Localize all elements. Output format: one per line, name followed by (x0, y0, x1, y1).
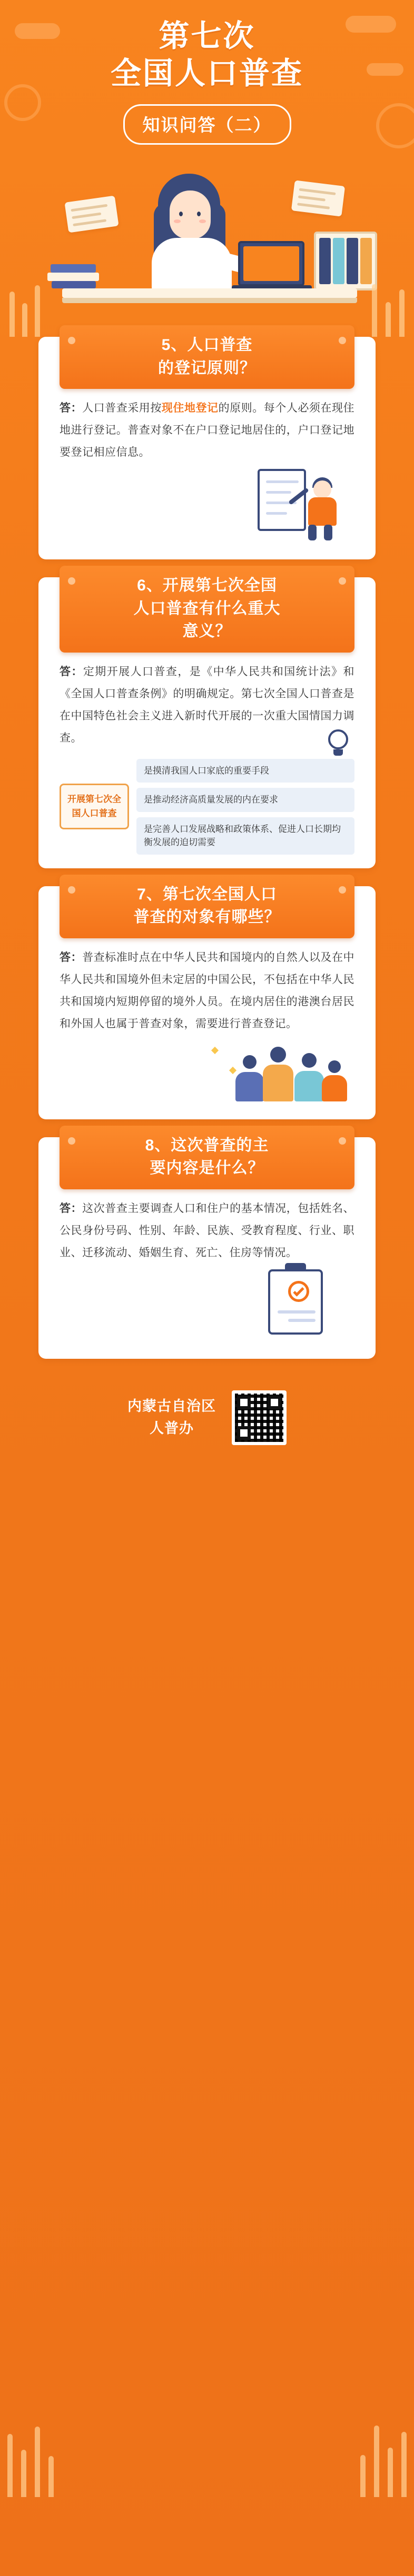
answer-text-6: 定期开展人口普查，是《中华人民共和国统计法》和《全国人口普查条例》的明确规定。第七次全国人口普查是在中国特色社会主义进入新时代开展的一次重大国情国力调查。 (60, 665, 354, 744)
floating-card-right (291, 180, 345, 216)
answer-text-8: 这次普查主要调查人口和住户的基本情况，包括姓名、公民身份号码、性别、年龄、民族、受教育程度、行业、职业、迁移流动、婚姻生育、死亡、住房等情况。 (60, 1202, 355, 1259)
crowd-head-4 (328, 1060, 341, 1073)
header-illustration (0, 153, 414, 337)
binder-icon-3 (347, 238, 358, 284)
board-icon (258, 469, 306, 531)
crowd-head-3 (302, 1053, 317, 1068)
crowd-body-1 (235, 1072, 264, 1101)
question-5-line1: 5、人口普查 (161, 336, 253, 354)
page-header (0, 0, 414, 337)
clipboard-icon (268, 1269, 323, 1335)
person-cheek-right (199, 219, 206, 223)
person-eye-left (179, 212, 183, 216)
flow-title: 开展第七次全国人口普查 (60, 784, 129, 829)
lightbulb-icon (326, 729, 350, 759)
question-8-line1: 8、这次普查的主 (145, 1136, 269, 1154)
illustration-student-writing (60, 467, 354, 546)
desk (62, 288, 357, 298)
answer-lead-6: 答： (60, 665, 83, 678)
answer-8 (38, 1198, 376, 1264)
flow-item-1: 是摸清我国人口家底的重要手段 (136, 759, 354, 783)
qr-code[interactable] (232, 1390, 287, 1445)
question-6-line2: 人口普查有什么重大 (133, 599, 281, 617)
page-title-line1: 第七次 (159, 19, 255, 53)
floating-card-left (64, 196, 119, 233)
answer-text-5: 人口普查采用按现住地登记的原则。每个人必须在现住地进行登记。普查对象不在户口登记地居住的，户口登记地要登记相应信息。 (60, 402, 355, 458)
flow-item-2: 是推动经济高质量发展的内在要求 (136, 788, 354, 812)
question-banner-5 (60, 325, 354, 389)
page-title-line2: 全国人口普查 (110, 56, 303, 91)
spark-2 (229, 1066, 236, 1074)
flow-items (136, 759, 354, 855)
question-6-line1: 6、开展第七次全国 (137, 577, 277, 594)
footer-org-line2: 人普办 (150, 1420, 194, 1436)
flow-item-3: 是完善人口发展战略和政策体系、促进人口长期均衡发展的迫切需要 (136, 817, 354, 855)
page-footer (0, 1369, 414, 1464)
kid-leg-right (324, 525, 332, 540)
binder-icon-1 (319, 238, 331, 284)
kid-head (313, 480, 331, 498)
laptop-screen-icon (238, 241, 304, 286)
footer-org (127, 1396, 216, 1440)
book-icon-1 (51, 264, 96, 273)
clipboard-clip (285, 1263, 306, 1271)
answer-5 (38, 397, 376, 464)
answer-highlight-5: 现住地登记 (161, 402, 219, 414)
question-banner-6 (60, 566, 354, 653)
answer-lead-8: 答： (60, 1202, 83, 1215)
title-block (0, 0, 414, 145)
person-eye-right (197, 212, 201, 216)
qa-card-5 (38, 337, 376, 559)
question-5-line2: 的登记原则？ (158, 359, 256, 377)
footer-org-line1: 内蒙古自治区 (127, 1398, 216, 1414)
binder-icon-2 (333, 238, 344, 284)
illustration-clipboard (60, 1266, 354, 1345)
clipboard-line-2 (288, 1319, 316, 1322)
crowd-head-1 (243, 1055, 257, 1069)
person-face (170, 191, 211, 239)
crowd-head-2 (270, 1047, 286, 1063)
crowd-body-4 (322, 1075, 347, 1101)
question-7-line2: 普查的对象有哪些？ (133, 908, 281, 926)
crowd-body-3 (294, 1071, 324, 1101)
desk-shadow (62, 298, 357, 303)
person-cheek-left (174, 219, 181, 223)
answer-6 (38, 661, 376, 749)
question-6-line3: 意义？ (182, 623, 232, 640)
illustration-crowd (60, 1037, 354, 1106)
answer-lead-5: 答： (60, 402, 83, 414)
qa-card-7 (38, 886, 376, 1119)
question-banner-7 (60, 875, 354, 938)
qa-card-6 (38, 577, 376, 868)
answer-lead-7: 答： (60, 951, 83, 964)
wheat-band-footer (0, 2418, 414, 2497)
flow-diagram-6 (60, 759, 354, 855)
answer-text-7: 普查标准时点在中华人民共和国境内的自然人以及在中华人民共和国境外但未定居的中国公民，不包括在中华人民共和国境内短期停留的境外人员。在境内居住的港澳台居民和外国人也属于普查对象，需要进行普查登记。 (60, 951, 355, 1030)
question-7-line1: 7、第七次全国人口 (137, 885, 277, 903)
question-banner-8 (60, 1126, 354, 1189)
answer-7 (38, 947, 376, 1035)
qa-card-8 (38, 1137, 376, 1359)
book-icon-2 (47, 273, 99, 281)
page-subtitle: 知识问答（二） (123, 104, 291, 145)
kid-leg-left (308, 525, 317, 540)
question-8-line2: 要内容是什么？ (150, 1159, 264, 1177)
crowd-body-2 (263, 1065, 293, 1101)
kid-body (308, 497, 337, 526)
spark-1 (211, 1046, 219, 1054)
clipboard-line-1 (278, 1310, 316, 1314)
binder-icon-4 (360, 238, 372, 284)
book-icon-3 (52, 281, 96, 288)
